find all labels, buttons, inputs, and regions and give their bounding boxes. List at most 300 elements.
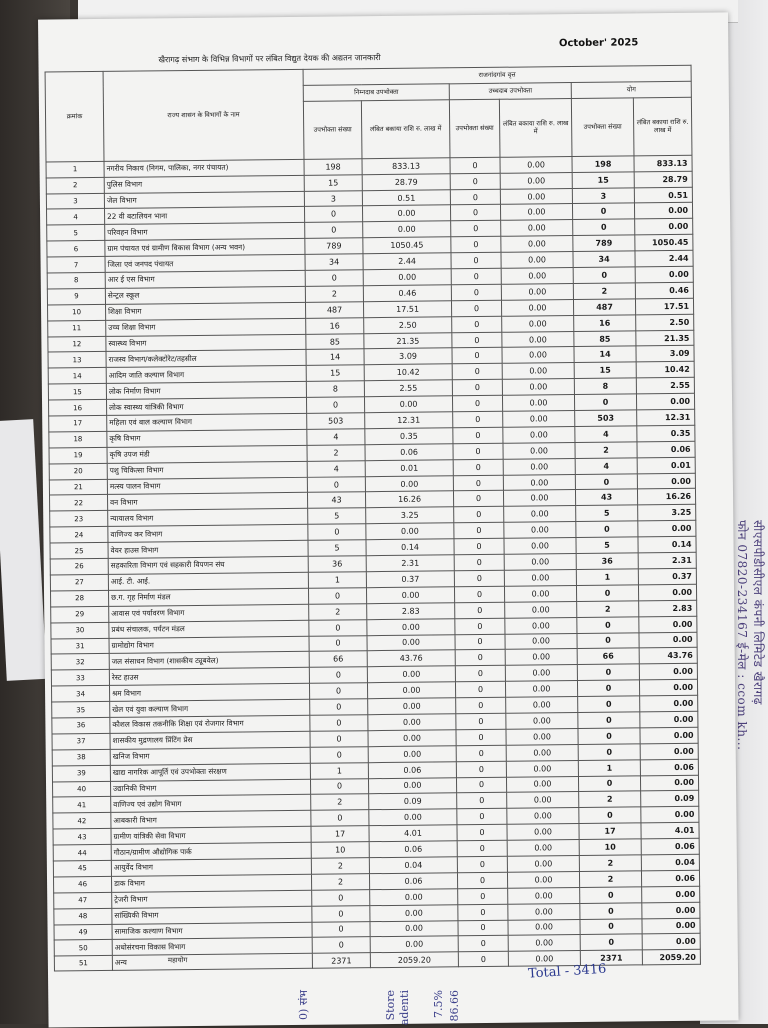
row-total-consumers: 2: [575, 442, 637, 459]
row-hd-consumers: 0: [453, 475, 503, 491]
row-number: 28: [51, 590, 109, 606]
row-hd-consumers: 0: [458, 936, 508, 952]
row-department: महिला एवं बाल कल्याण विभाग: [107, 413, 307, 431]
row-hd-amount: 0.00: [501, 220, 573, 237]
row-department: अधोसंरचना विकास विभाग: [112, 938, 312, 956]
row-hd-consumers: 0: [456, 729, 506, 745]
row-ld-consumers: 8: [306, 381, 364, 397]
row-hd-amount: 0.00: [507, 840, 579, 857]
row-number: 51: [54, 956, 112, 972]
row-number: 1: [46, 161, 104, 177]
row-total-amount: 0.14: [638, 536, 696, 552]
row-department: अन्य: [112, 954, 312, 971]
row-ld-consumers: 0: [309, 619, 367, 635]
row-number: 2: [46, 177, 104, 193]
row-ld-amount: 0.00: [368, 746, 456, 763]
row-ld-consumers: 0: [306, 397, 364, 413]
row-ld-consumers: 0: [310, 746, 368, 762]
row-number: 31: [51, 638, 109, 654]
row-ld-amount: 2.55: [364, 380, 452, 397]
row-total-consumers: 0: [580, 918, 642, 935]
row-hd-amount: 0.00: [506, 728, 578, 745]
row-total-consumers: 0: [573, 267, 635, 284]
row-total-consumers: 487: [573, 299, 635, 316]
row-total-amount: 3.25: [638, 505, 696, 521]
row-number: 29: [51, 606, 109, 622]
dues-table: [45, 65, 701, 972]
header-total-consumers: उपभोक्ता संख्या: [571, 98, 634, 157]
row-total-consumers: 0: [580, 934, 642, 951]
row-hd-amount: 0.00: [505, 601, 577, 618]
row-number: 39: [52, 765, 110, 781]
row-ld-consumers: 198: [304, 159, 362, 175]
row-total-consumers: 2: [579, 871, 641, 888]
row-total-consumers: 0: [576, 585, 638, 602]
row-ld-amount: 0.04: [369, 857, 457, 874]
row-hd-amount: 0.00: [504, 506, 576, 523]
row-hd-amount: 0.00: [504, 585, 576, 602]
row-total-amount: 0.01: [637, 457, 695, 473]
row-hd-amount: 0.00: [503, 458, 575, 475]
row-total-consumers: 0: [578, 728, 640, 745]
bleed-text-4: 7.5%: [432, 990, 445, 1018]
row-hd-amount: 0.00: [505, 617, 577, 634]
row-ld-amount: 0.06: [368, 761, 456, 778]
row-total-consumers: 5: [576, 537, 638, 554]
row-department: आर ई एस विभाग: [105, 270, 305, 288]
row-ld-amount: 0.00: [366, 523, 454, 540]
row-total-consumers: 2: [577, 601, 639, 618]
bleed-text-2: Store: [384, 990, 397, 1021]
row-total-consumers: 0: [576, 521, 638, 538]
row-department: आई. टी. आई.: [108, 572, 308, 590]
side-phone: फोन 07820-234167 ई-मेल : ccom kh...: [735, 520, 749, 751]
row-hd-amount: 0.00: [502, 363, 574, 380]
row-total-amount: 10.42: [636, 362, 694, 378]
row-hd-consumers: 0: [452, 348, 502, 364]
row-total-amount: 0.00: [639, 664, 697, 680]
row-ld-amount: 10.42: [364, 364, 452, 381]
row-number: 18: [49, 431, 107, 447]
side-company: सीएसपीडीसीएल कंपनी लिमिटेड खैरागढ़: [751, 520, 765, 705]
row-ld-consumers: 1: [310, 762, 368, 778]
row-ld-consumers: 2: [305, 286, 363, 302]
row-hd-consumers: 0: [454, 538, 504, 554]
row-department: जल संसाधन विभाग (शासकीय ट्यूबवेल): [109, 652, 309, 670]
row-total-consumers: 34: [573, 251, 635, 268]
row-number: 44: [53, 844, 111, 860]
row-number: 25: [50, 543, 108, 559]
row-department: लोक निर्माण विभाग: [106, 382, 306, 400]
row-department: सेन्ट्रल स्कूल: [105, 286, 305, 304]
row-number: 14: [48, 368, 106, 384]
row-hd-amount: 0.00: [500, 204, 572, 221]
row-ld-amount: 21.35: [364, 332, 452, 349]
row-total-consumers: 0: [577, 616, 639, 633]
row-total-consumers: 789: [573, 235, 635, 252]
row-department: वाणिज्य एवं उद्योग विभाग: [111, 795, 311, 813]
row-hd-consumers: 0: [457, 840, 507, 856]
row-ld-amount: 2.31: [366, 555, 454, 572]
header-hd-amount: लंबित बकाया राशि रु. लाख में: [499, 98, 572, 157]
row-ld-amount: 12.31: [365, 412, 453, 429]
row-ld-amount: 0.00: [365, 475, 453, 492]
row-department: सहकारिता विभाग एवं सहकारी विपणन संघ: [108, 556, 308, 574]
row-ld-amount: 0.51: [362, 189, 450, 206]
row-hd-amount: 0.00: [503, 474, 575, 491]
row-ld-consumers: 36: [308, 556, 366, 572]
row-ld-consumers: 85: [306, 333, 364, 349]
row-ld-consumers: 2371: [312, 953, 370, 969]
row-total-consumers: 0: [577, 664, 639, 681]
row-hd-consumers: 0: [452, 380, 502, 396]
row-total-consumers: 2: [579, 855, 641, 872]
row-department: पशु चिकित्सा विभाग: [107, 461, 307, 479]
row-total-amount: 43.76: [639, 648, 697, 664]
row-ld-consumers: 0: [309, 635, 367, 651]
row-hd-amount: 0.00: [501, 236, 573, 253]
row-ld-consumers: 2: [311, 794, 369, 810]
row-hd-amount: 0.00: [508, 951, 580, 967]
row-ld-consumers: 15: [306, 365, 364, 381]
header-sno: क्रमांक: [45, 71, 104, 161]
row-number: 9: [47, 288, 105, 304]
row-ld-amount: 0.00: [370, 889, 458, 906]
row-ld-amount: 0.00: [369, 809, 457, 826]
row-ld-amount: 0.09: [369, 793, 457, 810]
row-number: 42: [53, 813, 111, 829]
row-total-amount: 0.00: [638, 584, 696, 600]
row-total-amount: 2.31: [638, 552, 696, 568]
row-department: उद्यानिकी विभाग: [110, 779, 310, 797]
row-number: 10: [48, 304, 106, 320]
row-ld-amount: 2.50: [364, 316, 452, 333]
row-department: पुलिस विभाग: [104, 175, 304, 193]
row-total-amount: 2.44: [635, 250, 693, 266]
row-ld-consumers: 15: [304, 174, 362, 190]
row-total-amount: 0.00: [639, 679, 697, 695]
document-sheet: [38, 12, 739, 1027]
row-hd-amount: 0.00: [501, 252, 573, 269]
row-hd-amount: 0.00: [506, 744, 578, 761]
row-ld-consumers: 14: [306, 349, 364, 365]
row-number: 33: [51, 670, 109, 686]
row-number: 23: [50, 511, 108, 527]
row-total-consumers: 1: [578, 759, 640, 776]
row-ld-amount: 833.13: [362, 158, 450, 175]
row-department: कृषि उपज मंडी: [107, 445, 307, 463]
row-total-consumers: 43: [575, 489, 637, 506]
row-ld-amount: 0.37: [366, 571, 454, 588]
row-total-amount: 0.00: [640, 695, 698, 711]
row-hd-consumers: 0: [456, 777, 506, 793]
row-ld-consumers: 2: [307, 445, 365, 461]
row-total-amount: 12.31: [637, 409, 695, 425]
row-total-amount: 0.06: [637, 441, 695, 457]
row-number: 3: [46, 193, 104, 209]
row-ld-amount: 0.35: [365, 428, 453, 445]
row-ld-amount: 16.26: [365, 491, 453, 508]
row-total-amount: 0.06: [640, 759, 698, 775]
row-number: 41: [53, 797, 111, 813]
row-number: 19: [49, 447, 107, 463]
row-total-amount: 0.00: [640, 775, 698, 791]
row-total-amount: 2059.20: [642, 950, 700, 966]
row-total-amount: 2.83: [639, 600, 697, 616]
row-total-consumers: 10: [579, 839, 641, 856]
row-ld-amount: 1050.45: [363, 237, 451, 254]
row-total-consumers: 14: [574, 346, 636, 363]
row-ld-consumers: 0: [309, 667, 367, 683]
row-total-amount: 28.79: [634, 171, 692, 187]
row-total-consumers: 15: [574, 362, 636, 379]
row-total-consumers: 0: [580, 902, 642, 919]
row-hd-amount: 0.00: [508, 887, 580, 904]
row-ld-amount: 0.00: [367, 618, 455, 635]
row-hd-consumers: 0: [453, 491, 503, 507]
bleed-text-3: adenti: [398, 990, 411, 1026]
row-hd-consumers: 0: [456, 761, 506, 777]
row-hd-amount: 0.00: [502, 331, 574, 348]
row-number: 17: [49, 415, 107, 431]
row-ld-amount: 0.06: [365, 444, 453, 461]
row-hd-amount: 0.00: [501, 268, 573, 285]
row-hd-amount: 0.00: [505, 633, 577, 650]
row-number: 45: [53, 860, 111, 876]
row-ld-amount: 3.25: [366, 507, 454, 524]
row-department: जिला एवं जनपद पंचायत: [105, 254, 305, 272]
row-total-consumers: 2: [579, 791, 641, 808]
row-number: 46: [53, 876, 111, 892]
header-ld-consumers: उपभोक्ता संख्या: [303, 101, 362, 160]
row-total-amount: 2.55: [636, 378, 694, 394]
row-ld-consumers: 2: [311, 874, 369, 890]
row-hd-consumers: 0: [458, 920, 508, 936]
row-total-consumers: 15: [572, 172, 634, 189]
row-number: 20: [49, 463, 107, 479]
row-total-consumers: 0: [575, 473, 637, 490]
row-ld-consumers: 0: [312, 937, 370, 953]
row-total-amount: 1050.45: [635, 235, 693, 251]
row-ld-amount: 0.00: [368, 698, 456, 715]
row-hd-amount: 0.00: [508, 903, 580, 920]
row-ld-consumers: 10: [311, 842, 369, 858]
row-total-consumers: 2: [573, 283, 635, 300]
row-hd-amount: 0.00: [507, 808, 579, 825]
row-hd-consumers: 0: [451, 237, 501, 253]
row-total-amount: 0.51: [634, 187, 692, 203]
row-total-consumers: 0: [577, 632, 639, 649]
row-department: नगरीय निकाय (निगम, पालिका, नगर पंचायत): [104, 159, 304, 177]
row-total-amount: 0.00: [642, 934, 700, 950]
row-hd-amount: 0.00: [500, 172, 572, 189]
row-ld-amount: 0.00: [363, 269, 451, 286]
row-number: 11: [48, 320, 106, 336]
row-department: वेयर हाउस विभाग: [108, 540, 308, 558]
row-hd-consumers: 0: [452, 395, 502, 411]
row-ld-consumers: 2: [309, 603, 367, 619]
row-number: 47: [54, 892, 112, 908]
row-ld-amount: 0.00: [363, 221, 451, 238]
row-total-amount: 0.00: [640, 711, 698, 727]
row-hd-consumers: 0: [455, 650, 505, 666]
row-department: सांख्यिकी विभाग: [112, 906, 312, 924]
row-total-amount: 833.13: [634, 155, 692, 171]
row-hd-consumers: 0: [452, 332, 502, 348]
row-hd-consumers: 0: [456, 713, 506, 729]
row-hd-amount: 0.00: [502, 315, 574, 332]
row-department: कौशल विकास तकनीकि शिक्षा एवं रोजगार विभाग: [110, 715, 310, 733]
row-hd-consumers: 0: [453, 411, 503, 427]
row-total-amount: 0.09: [641, 791, 699, 807]
row-total-consumers: 0: [573, 219, 635, 236]
row-total-amount: 0.00: [639, 632, 697, 648]
row-ld-amount: 0.00: [367, 634, 455, 651]
row-total-amount: 0.00: [637, 473, 695, 489]
row-number: 15: [48, 384, 106, 400]
row-department: खेल एवं युवा कल्याण विभाग: [110, 699, 310, 717]
row-total-consumers: 0: [572, 203, 634, 220]
row-ld-amount: 0.06: [369, 841, 457, 858]
row-department: परिवहन विभाग: [105, 223, 305, 241]
row-department: खाद्य नागरिक आपूर्ति एवं उपभोक्ता संरक्षण: [110, 763, 310, 781]
row-hd-consumers: 0: [450, 205, 500, 221]
row-ld-amount: 0.00: [366, 587, 454, 604]
row-department: आबकारी विभाग: [111, 811, 311, 829]
row-total-consumers: 85: [574, 330, 636, 347]
row-hd-consumers: 0: [455, 618, 505, 634]
row-ld-consumers: 0: [309, 683, 367, 699]
row-hd-amount: 0.00: [507, 824, 579, 841]
row-total-amount: 0.46: [635, 282, 693, 298]
row-department: 22 वी बटालियन भाना: [105, 207, 305, 225]
row-number: 49: [54, 924, 112, 940]
row-ld-consumers: 0: [312, 905, 370, 921]
row-hd-consumers: 0: [457, 856, 507, 872]
row-ld-amount: 2.83: [367, 603, 455, 620]
row-hd-consumers: 0: [450, 189, 500, 205]
row-total-amount: 0.37: [638, 568, 696, 584]
row-ld-consumers: 43: [307, 492, 365, 508]
row-ld-consumers: 66: [309, 651, 367, 667]
row-number: 6: [47, 241, 105, 257]
row-total-consumers: 66: [577, 648, 639, 665]
row-number: 16: [49, 400, 107, 416]
row-number: 24: [50, 527, 108, 543]
row-total-consumers: 1: [576, 569, 638, 586]
row-ld-consumers: 487: [305, 302, 363, 318]
row-ld-consumers: 4: [307, 460, 365, 476]
row-hd-amount: 0.00: [506, 760, 578, 777]
row-ld-consumers: 0: [310, 715, 368, 731]
row-total-amount: 2.50: [636, 314, 694, 330]
row-total-consumers: 16: [574, 315, 636, 332]
row-ld-consumers: 0: [308, 588, 366, 604]
row-department: जेल विभाग: [104, 191, 304, 209]
row-hd-consumers: 0: [451, 221, 501, 237]
row-hd-consumers: 0: [454, 586, 504, 602]
row-hd-amount: 0.00: [506, 776, 578, 793]
row-ld-amount: 0.46: [363, 285, 451, 302]
row-department: शासकीय मुद्रणालय प्रिंटिंग प्रेस: [110, 731, 310, 749]
row-total-consumers: 198: [572, 156, 634, 173]
row-hd-amount: 0.00: [508, 919, 580, 936]
row-total-consumers: 0: [577, 680, 639, 697]
row-ld-consumers: 0: [307, 476, 365, 492]
row-ld-consumers: 0: [310, 731, 368, 747]
row-department: शिक्षा विभाग: [106, 302, 306, 320]
header-dept: राज्य शासन के विभागों के नाम: [103, 69, 304, 161]
row-hd-amount: 0.00: [501, 283, 573, 300]
row-department: राजस्व विभाग/कलेक्टोरेट/तहसील: [106, 350, 306, 368]
row-total-amount: 0.00: [641, 807, 699, 823]
row-hd-consumers: 0: [458, 888, 508, 904]
row-hd-amount: 0.00: [506, 697, 578, 714]
row-department: प्रबंध संचालक, पर्यटन मंडल: [109, 620, 309, 638]
row-department: डाक विभाग: [111, 874, 311, 892]
row-number: 48: [54, 908, 112, 924]
header-total-amount: लंबित बकाया राशि रु. लाख में: [633, 97, 692, 156]
row-hd-amount: 0.00: [504, 538, 576, 555]
row-ld-consumers: 0: [310, 699, 368, 715]
row-hd-amount: 0.00: [508, 935, 580, 952]
row-hd-consumers: 0: [453, 459, 503, 475]
row-hd-consumers: 0: [452, 316, 502, 332]
row-department: कृषि विभाग: [107, 429, 307, 447]
row-number: 30: [51, 622, 109, 638]
row-number: 5: [47, 225, 105, 241]
row-department: वन विभाग: [107, 493, 307, 511]
row-ld-amount: 0.14: [366, 539, 454, 556]
row-hd-consumers: 0: [450, 173, 500, 189]
row-hd-consumers: 0: [452, 364, 502, 380]
row-department: आदिम जाति कल्याण विभाग: [106, 366, 306, 384]
row-department: रेस्ट हाउस: [109, 668, 309, 686]
row-total-amount: 0.35: [637, 425, 695, 441]
bleed-text-1: 0) संभ: [297, 990, 310, 1020]
row-total-consumers: 0: [579, 807, 641, 824]
row-department: मत्स्य पालन विभाग: [107, 477, 307, 495]
row-ld-consumers: 503: [307, 413, 365, 429]
row-number: 21: [49, 479, 107, 495]
row-total-consumers: 0: [578, 744, 640, 761]
row-department: आवास एवं पर्यावरण विभाग: [109, 604, 309, 622]
row-hd-consumers: 0: [455, 634, 505, 650]
row-total-consumers: 0: [574, 394, 636, 411]
table-body: [46, 155, 700, 971]
row-department: आयुर्वेद विभाग: [111, 858, 311, 876]
row-department: खनिज विभाग: [110, 747, 310, 765]
row-department: वाणिज्य कर विभाग: [108, 525, 308, 543]
row-total-amount: 0.00: [640, 727, 698, 743]
row-number: 35: [52, 701, 110, 717]
row-total-consumers: 0: [580, 887, 642, 904]
row-department: सामाजिक कल्याण विभाग: [112, 922, 312, 940]
row-ld-amount: 0.00: [370, 920, 458, 937]
row-total-amount: 0.06: [641, 838, 699, 854]
row-total-amount: 16.26: [637, 489, 695, 505]
row-hd-amount: 0.00: [502, 347, 574, 364]
row-hd-amount: 0.00: [503, 411, 575, 428]
row-ld-amount: 43.76: [367, 650, 455, 667]
header-zone: राजनांदगांव वृत्त: [303, 65, 691, 85]
row-hd-consumers: 0: [455, 602, 505, 618]
row-ld-consumers: 0: [312, 889, 370, 905]
row-hd-consumers: 0: [457, 872, 507, 888]
row-ld-consumers: 0: [308, 524, 366, 540]
row-hd-amount: 0.00: [503, 426, 575, 443]
row-number: 22: [50, 495, 108, 511]
